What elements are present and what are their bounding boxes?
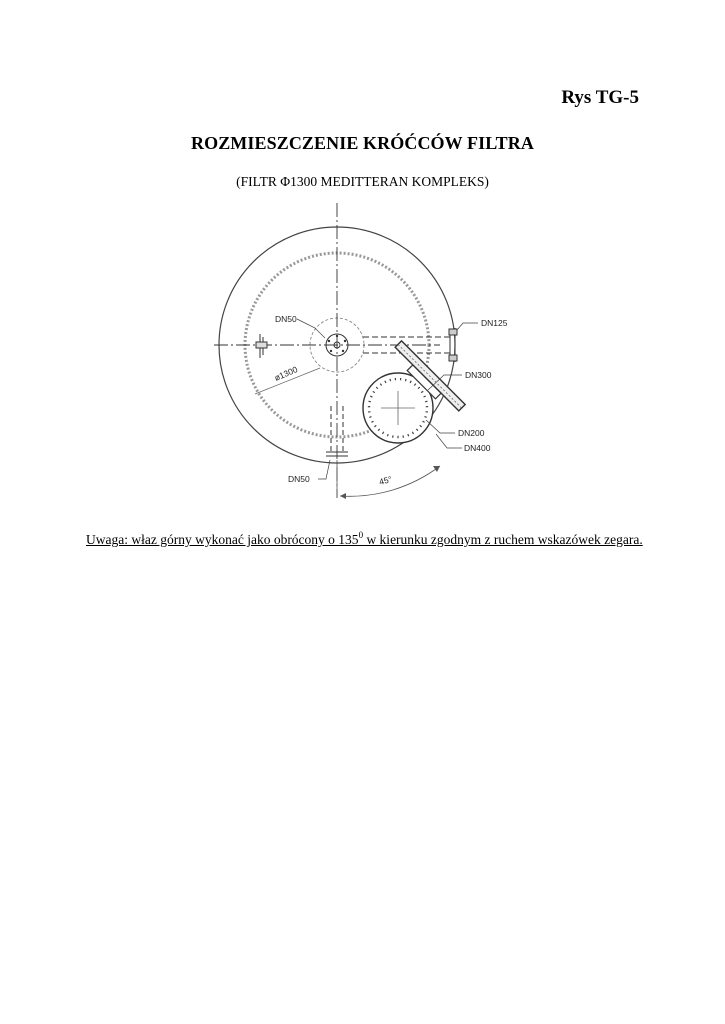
diameter-label: ø1300: [272, 364, 299, 383]
dn50-top-label: DN50: [275, 314, 297, 324]
note-text-after: w kierunku zgodnym z ruchem wskazówek zegara.: [363, 532, 643, 547]
page-title: ROZMIESZCZENIE KRÓĆCÓW FILTRA: [191, 133, 534, 153]
note-superscript: 0: [358, 530, 364, 540]
note-paragraph: [86, 531, 646, 549]
dn200-label: DN200: [458, 428, 485, 438]
dn400-label: DN400: [464, 443, 491, 453]
page-subtitle: (FILTR Φ1300 MEDITTERAN KOMPLEKS): [236, 174, 489, 189]
figure-reference: Rys TG-5: [561, 87, 639, 108]
filter-nozzle-drawing: [200, 198, 530, 508]
left-nozzle: [256, 334, 267, 358]
note-text-before: Uwaga: właz górny wykonać jako obrócony o 135: [86, 532, 359, 547]
dn50-bottom-label: DN50: [288, 474, 310, 484]
dn125-label: DN125: [481, 318, 508, 328]
dn300-label: DN300: [465, 370, 492, 380]
angle-label: 45°: [377, 473, 393, 487]
technical-drawing-svg: [200, 198, 530, 508]
